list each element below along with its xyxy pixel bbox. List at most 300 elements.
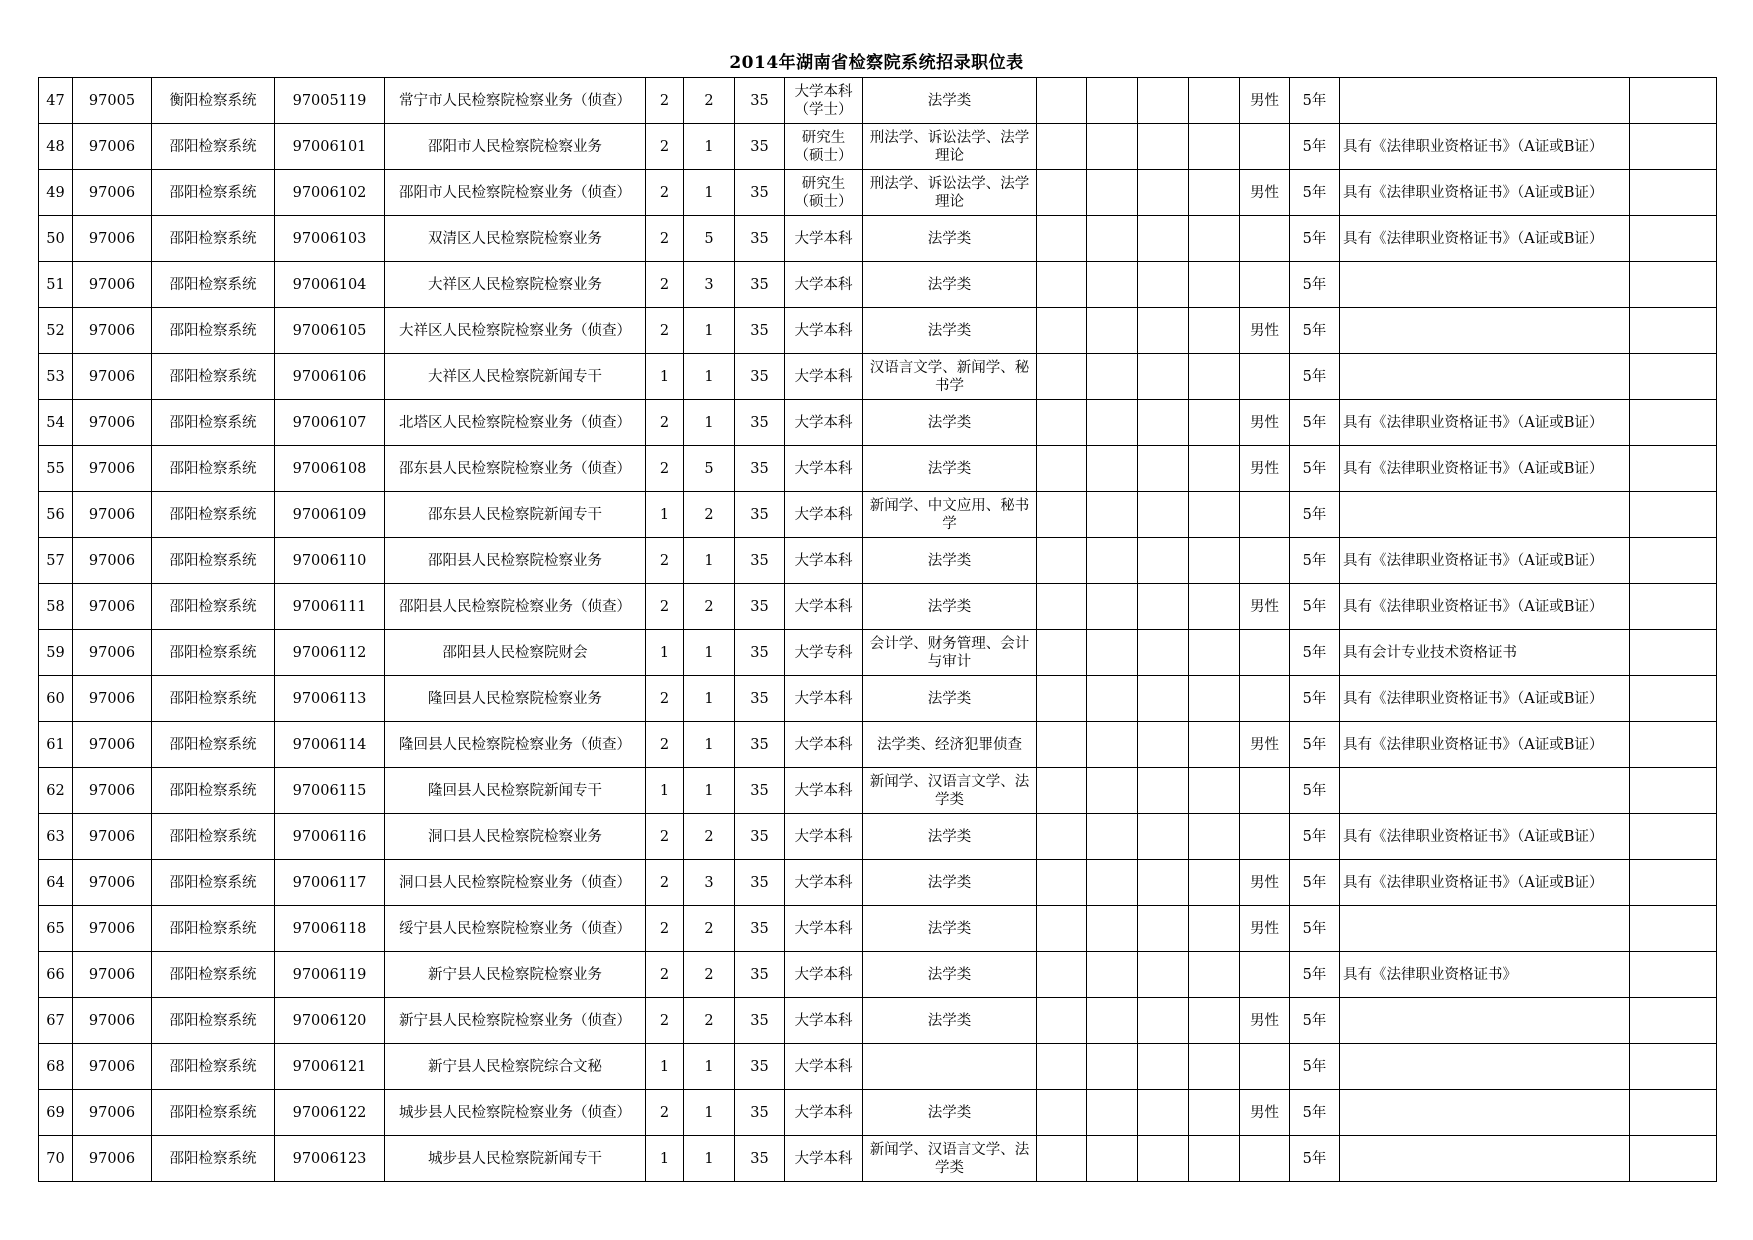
education-cell: 大学本科: [785, 354, 863, 400]
other-requirements-cell: [1340, 262, 1630, 308]
major-cell: 法学类: [863, 400, 1037, 446]
service-years-cell: 5年: [1290, 538, 1340, 584]
unit-code-cell: 97006: [73, 906, 152, 952]
position-code-cell: 97006107: [275, 400, 385, 446]
blank-cell: [1087, 538, 1138, 584]
unit-code-cell: 97006: [73, 216, 152, 262]
blank-cell: [1138, 1136, 1189, 1182]
gender-cell: [1240, 1044, 1290, 1090]
table-row: [39, 308, 1717, 354]
gender-cell: 男性: [1240, 446, 1290, 492]
blank-cell: [1138, 78, 1189, 124]
table-row: [39, 998, 1717, 1044]
blank-cell: [1037, 1136, 1087, 1182]
other-requirements-cell: 具有《法律职业资格证书》（A证或B证）: [1340, 400, 1630, 446]
major-cell: 新闻学、汉语言文学、法学类: [863, 768, 1037, 814]
ratio-cell: 5: [684, 446, 735, 492]
service-years-cell: 5年: [1290, 446, 1340, 492]
position-name-cell: 邵阳市人民检察院检察业务（侦查）: [385, 170, 646, 216]
blank-cell: [1037, 400, 1087, 446]
position-name-cell: 城步县人民检察院检察业务（侦查）: [385, 1090, 646, 1136]
row-number: 52: [39, 308, 73, 354]
remarks-cell: [1630, 124, 1717, 170]
service-years-cell: 5年: [1290, 492, 1340, 538]
major-cell: 法学类: [863, 952, 1037, 998]
other-requirements-cell: 具有《法律职业资格证书》（A证或B证）: [1340, 124, 1630, 170]
education-cell: 大学本科: [785, 998, 863, 1044]
major-cell: 法学类: [863, 814, 1037, 860]
position-code-cell: 97006115: [275, 768, 385, 814]
position-code-cell: 97005119: [275, 78, 385, 124]
quota-cell: 2: [646, 814, 684, 860]
education-cell: 大学本科: [785, 676, 863, 722]
table-row: [39, 216, 1717, 262]
quota-cell: 2: [646, 676, 684, 722]
gender-cell: 男性: [1240, 78, 1290, 124]
age-cell: 35: [735, 492, 785, 538]
system-cell: 邵阳检察系统: [152, 216, 275, 262]
remarks-cell: [1630, 446, 1717, 492]
position-code-cell: 97006106: [275, 354, 385, 400]
blank-cell: [1087, 584, 1138, 630]
gender-cell: [1240, 768, 1290, 814]
major-cell: 法学类: [863, 262, 1037, 308]
gender-cell: [1240, 354, 1290, 400]
blank-cell: [1189, 952, 1240, 998]
gender-cell: 男性: [1240, 860, 1290, 906]
blank-cell: [1138, 768, 1189, 814]
blank-cell: [1037, 676, 1087, 722]
other-requirements-cell: 具有《法律职业资格证书》（A证或B证）: [1340, 722, 1630, 768]
blank-cell: [1037, 1090, 1087, 1136]
education-cell: 大学本科: [785, 814, 863, 860]
service-years-cell: 5年: [1290, 1044, 1340, 1090]
table-row: [39, 1044, 1717, 1090]
position-code-cell: 97006103: [275, 216, 385, 262]
ratio-cell: 2: [684, 906, 735, 952]
unit-code-cell: 97006: [73, 722, 152, 768]
quota-cell: 2: [646, 446, 684, 492]
position-name-cell: 洞口县人民检察院检察业务: [385, 814, 646, 860]
service-years-cell: 5年: [1290, 860, 1340, 906]
other-requirements-cell: 具有《法律职业资格证书》（A证或B证）: [1340, 216, 1630, 262]
position-code-cell: 97006121: [275, 1044, 385, 1090]
age-cell: 35: [735, 170, 785, 216]
blank-cell: [1087, 170, 1138, 216]
age-cell: 35: [735, 124, 785, 170]
major-cell: 法学类: [863, 906, 1037, 952]
gender-cell: [1240, 124, 1290, 170]
other-requirements-cell: 具有《法律职业资格证书》（A证或B证）: [1340, 814, 1630, 860]
age-cell: 35: [735, 1090, 785, 1136]
other-requirements-cell: [1340, 1090, 1630, 1136]
ratio-cell: 2: [684, 814, 735, 860]
table-row: [39, 262, 1717, 308]
blank-cell: [1037, 308, 1087, 354]
blank-cell: [1189, 262, 1240, 308]
unit-code-cell: 97006: [73, 768, 152, 814]
blank-cell: [1138, 216, 1189, 262]
blank-cell: [1087, 492, 1138, 538]
service-years-cell: 5年: [1290, 354, 1340, 400]
unit-code-cell: 97006: [73, 998, 152, 1044]
education-cell: 大学本科: [785, 952, 863, 998]
blank-cell: [1087, 124, 1138, 170]
age-cell: 35: [735, 952, 785, 998]
ratio-cell: 1: [684, 768, 735, 814]
gender-cell: [1240, 492, 1290, 538]
blank-cell: [1037, 492, 1087, 538]
blank-cell: [1087, 1044, 1138, 1090]
blank-cell: [1037, 630, 1087, 676]
age-cell: 35: [735, 78, 785, 124]
other-requirements-cell: [1340, 998, 1630, 1044]
service-years-cell: 5年: [1290, 124, 1340, 170]
row-number: 69: [39, 1090, 73, 1136]
position-name-cell: 邵阳县人民检察院财会: [385, 630, 646, 676]
major-cell: 法学类: [863, 676, 1037, 722]
major-cell: 会计学、财务管理、会计与审计: [863, 630, 1037, 676]
service-years-cell: 5年: [1290, 400, 1340, 446]
position-name-cell: 常宁市人民检察院检察业务（侦查）: [385, 78, 646, 124]
quota-cell: 2: [646, 1090, 684, 1136]
blank-cell: [1087, 78, 1138, 124]
education-cell: 大学本科: [785, 538, 863, 584]
age-cell: 35: [735, 1136, 785, 1182]
blank-cell: [1138, 722, 1189, 768]
unit-code-cell: 97006: [73, 170, 152, 216]
quota-cell: 2: [646, 952, 684, 998]
unit-code-cell: 97006: [73, 400, 152, 446]
table-row: [39, 446, 1717, 492]
education-cell: 研究生（硕士）: [785, 124, 863, 170]
blank-cell: [1189, 630, 1240, 676]
quota-cell: 2: [646, 998, 684, 1044]
row-number: 64: [39, 860, 73, 906]
blank-cell: [1138, 860, 1189, 906]
position-code-cell: 97006102: [275, 170, 385, 216]
blank-cell: [1138, 308, 1189, 354]
blank-cell: [1189, 1090, 1240, 1136]
blank-cell: [1189, 400, 1240, 446]
system-cell: 邵阳检察系统: [152, 446, 275, 492]
major-cell: 法学类: [863, 308, 1037, 354]
service-years-cell: 5年: [1290, 584, 1340, 630]
gender-cell: [1240, 952, 1290, 998]
age-cell: 35: [735, 538, 785, 584]
table-row: [39, 1090, 1717, 1136]
blank-cell: [1138, 492, 1189, 538]
education-cell: 大学本科: [785, 860, 863, 906]
blank-cell: [1037, 170, 1087, 216]
quota-cell: 2: [646, 906, 684, 952]
remarks-cell: [1630, 814, 1717, 860]
row-number: 63: [39, 814, 73, 860]
ratio-cell: 1: [684, 630, 735, 676]
other-requirements-cell: 具有《法律职业资格证书》（A证或B证）: [1340, 860, 1630, 906]
row-number: 51: [39, 262, 73, 308]
blank-cell: [1037, 952, 1087, 998]
major-cell: 法学类: [863, 860, 1037, 906]
other-requirements-cell: [1340, 906, 1630, 952]
age-cell: 35: [735, 906, 785, 952]
position-code-cell: 97006110: [275, 538, 385, 584]
education-cell: 研究生（硕士）: [785, 170, 863, 216]
remarks-cell: [1630, 676, 1717, 722]
other-requirements-cell: 具有《法律职业资格证书》（A证或B证）: [1340, 446, 1630, 492]
system-cell: 邵阳检察系统: [152, 722, 275, 768]
system-cell: 邵阳检察系统: [152, 860, 275, 906]
gender-cell: 男性: [1240, 170, 1290, 216]
system-cell: 邵阳检察系统: [152, 1136, 275, 1182]
system-cell: 邵阳检察系统: [152, 906, 275, 952]
system-cell: 邵阳检察系统: [152, 308, 275, 354]
gender-cell: 男性: [1240, 1090, 1290, 1136]
position-name-cell: 大祥区人民检察院检察业务（侦查）: [385, 308, 646, 354]
ratio-cell: 1: [684, 400, 735, 446]
other-requirements-cell: [1340, 308, 1630, 354]
blank-cell: [1138, 906, 1189, 952]
blank-cell: [1138, 170, 1189, 216]
blank-cell: [1087, 216, 1138, 262]
unit-code-cell: 97006: [73, 262, 152, 308]
table-body: [39, 78, 1717, 1182]
system-cell: 邵阳检察系统: [152, 1090, 275, 1136]
remarks-cell: [1630, 1090, 1717, 1136]
quota-cell: 1: [646, 630, 684, 676]
service-years-cell: 5年: [1290, 1090, 1340, 1136]
age-cell: 35: [735, 768, 785, 814]
row-number: 54: [39, 400, 73, 446]
major-cell: 法学类: [863, 1090, 1037, 1136]
unit-code-cell: 97005: [73, 78, 152, 124]
system-cell: 邵阳检察系统: [152, 492, 275, 538]
service-years-cell: 5年: [1290, 78, 1340, 124]
quota-cell: 1: [646, 492, 684, 538]
service-years-cell: 5年: [1290, 262, 1340, 308]
system-cell: 邵阳检察系统: [152, 354, 275, 400]
major-cell: 法学类: [863, 538, 1037, 584]
major-cell: 新闻学、中文应用、秘书学: [863, 492, 1037, 538]
education-cell: 大学本科: [785, 1090, 863, 1136]
major-cell: 法学类: [863, 78, 1037, 124]
service-years-cell: 5年: [1290, 998, 1340, 1044]
table-row: [39, 170, 1717, 216]
position-name-cell: 新宁县人民检察院检察业务（侦查）: [385, 998, 646, 1044]
blank-cell: [1087, 860, 1138, 906]
blank-cell: [1138, 124, 1189, 170]
page-title: 2014年湖南省检察院系统招录职位表: [729, 53, 1024, 73]
ratio-cell: 2: [684, 492, 735, 538]
row-number: 66: [39, 952, 73, 998]
blank-cell: [1037, 906, 1087, 952]
system-cell: 邵阳检察系统: [152, 170, 275, 216]
row-number: 58: [39, 584, 73, 630]
position-code-cell: 97006113: [275, 676, 385, 722]
quota-cell: 2: [646, 216, 684, 262]
age-cell: 35: [735, 722, 785, 768]
position-code-cell: 97006109: [275, 492, 385, 538]
remarks-cell: [1630, 952, 1717, 998]
row-number: 56: [39, 492, 73, 538]
table-row: [39, 676, 1717, 722]
row-number: 57: [39, 538, 73, 584]
blank-cell: [1087, 1090, 1138, 1136]
quota-cell: 2: [646, 400, 684, 446]
unit-code-cell: 97006: [73, 952, 152, 998]
row-number: 55: [39, 446, 73, 492]
unit-code-cell: 97006: [73, 1090, 152, 1136]
blank-cell: [1037, 1044, 1087, 1090]
service-years-cell: 5年: [1290, 216, 1340, 262]
blank-cell: [1189, 538, 1240, 584]
gender-cell: [1240, 1136, 1290, 1182]
remarks-cell: [1630, 584, 1717, 630]
major-cell: 刑法学、诉讼法学、法学理论: [863, 124, 1037, 170]
table-row: [39, 78, 1717, 124]
position-name-cell: 邵东县人民检察院新闻专干: [385, 492, 646, 538]
gender-cell: 男性: [1240, 308, 1290, 354]
age-cell: 35: [735, 262, 785, 308]
education-cell: 大学本科: [785, 400, 863, 446]
position-code-cell: 97006104: [275, 262, 385, 308]
blank-cell: [1037, 722, 1087, 768]
age-cell: 35: [735, 860, 785, 906]
system-cell: 邵阳检察系统: [152, 676, 275, 722]
remarks-cell: [1630, 906, 1717, 952]
row-number: 68: [39, 1044, 73, 1090]
quota-cell: 2: [646, 124, 684, 170]
position-name-cell: 新宁县人民检察院综合文秘: [385, 1044, 646, 1090]
blank-cell: [1138, 584, 1189, 630]
blank-cell: [1138, 354, 1189, 400]
gender-cell: 男性: [1240, 998, 1290, 1044]
row-number: 47: [39, 78, 73, 124]
education-cell: 大学本科: [785, 906, 863, 952]
blank-cell: [1189, 860, 1240, 906]
service-years-cell: 5年: [1290, 630, 1340, 676]
blank-cell: [1189, 722, 1240, 768]
other-requirements-cell: 具有《法律职业资格证书》（A证或B证）: [1340, 584, 1630, 630]
ratio-cell: 1: [684, 1136, 735, 1182]
table-row: [39, 768, 1717, 814]
quota-cell: 2: [646, 722, 684, 768]
service-years-cell: 5年: [1290, 308, 1340, 354]
ratio-cell: 3: [684, 262, 735, 308]
position-code-cell: 97006114: [275, 722, 385, 768]
blank-cell: [1087, 998, 1138, 1044]
unit-code-cell: 97006: [73, 354, 152, 400]
position-code-cell: 97006116: [275, 814, 385, 860]
blank-cell: [1087, 400, 1138, 446]
quota-cell: 2: [646, 538, 684, 584]
major-cell: 法学类: [863, 446, 1037, 492]
quota-cell: 2: [646, 170, 684, 216]
gender-cell: [1240, 676, 1290, 722]
position-name-cell: 双清区人民检察院检察业务: [385, 216, 646, 262]
age-cell: 35: [735, 354, 785, 400]
table-row: [39, 814, 1717, 860]
system-cell: 邵阳检察系统: [152, 952, 275, 998]
blank-cell: [1189, 124, 1240, 170]
position-name-cell: 邵东县人民检察院检察业务（侦查）: [385, 446, 646, 492]
system-cell: 邵阳检察系统: [152, 400, 275, 446]
unit-code-cell: 97006: [73, 1044, 152, 1090]
blank-cell: [1138, 676, 1189, 722]
position-name-cell: 大祥区人民检察院新闻专干: [385, 354, 646, 400]
age-cell: 35: [735, 584, 785, 630]
service-years-cell: 5年: [1290, 768, 1340, 814]
system-cell: 邵阳检察系统: [152, 1044, 275, 1090]
blank-cell: [1087, 952, 1138, 998]
position-name-cell: 北塔区人民检察院检察业务（侦查）: [385, 400, 646, 446]
blank-cell: [1037, 78, 1087, 124]
blank-cell: [1037, 262, 1087, 308]
blank-cell: [1037, 860, 1087, 906]
blank-cell: [1189, 998, 1240, 1044]
ratio-cell: 1: [684, 124, 735, 170]
age-cell: 35: [735, 814, 785, 860]
blank-cell: [1138, 1090, 1189, 1136]
service-years-cell: 5年: [1290, 676, 1340, 722]
row-number: 60: [39, 676, 73, 722]
position-name-cell: 大祥区人民检察院检察业务: [385, 262, 646, 308]
position-code-cell: 97006112: [275, 630, 385, 676]
blank-cell: [1037, 538, 1087, 584]
blank-cell: [1037, 446, 1087, 492]
blank-cell: [1087, 308, 1138, 354]
major-cell: 刑法学、诉讼法学、法学理论: [863, 170, 1037, 216]
position-code-cell: 97006119: [275, 952, 385, 998]
blank-cell: [1138, 538, 1189, 584]
row-number: 49: [39, 170, 73, 216]
blank-cell: [1037, 814, 1087, 860]
ratio-cell: 3: [684, 860, 735, 906]
age-cell: 35: [735, 1044, 785, 1090]
blank-cell: [1037, 354, 1087, 400]
remarks-cell: [1630, 768, 1717, 814]
ratio-cell: 2: [684, 78, 735, 124]
table-row: [39, 584, 1717, 630]
service-years-cell: 5年: [1290, 814, 1340, 860]
gender-cell: [1240, 814, 1290, 860]
quota-cell: 2: [646, 78, 684, 124]
blank-cell: [1189, 814, 1240, 860]
table-row: [39, 400, 1717, 446]
education-cell: 大学本科: [785, 1136, 863, 1182]
age-cell: 35: [735, 446, 785, 492]
other-requirements-cell: [1340, 1136, 1630, 1182]
table-row: [39, 354, 1717, 400]
unit-code-cell: 97006: [73, 1136, 152, 1182]
blank-cell: [1087, 676, 1138, 722]
system-cell: 邵阳检察系统: [152, 814, 275, 860]
major-cell: 法学类: [863, 998, 1037, 1044]
quota-cell: 2: [646, 262, 684, 308]
remarks-cell: [1630, 354, 1717, 400]
age-cell: 35: [735, 308, 785, 354]
gender-cell: [1240, 262, 1290, 308]
row-number: 50: [39, 216, 73, 262]
position-name-cell: 邵阳县人民检察院检察业务: [385, 538, 646, 584]
remarks-cell: [1630, 722, 1717, 768]
unit-code-cell: 97006: [73, 814, 152, 860]
blank-cell: [1189, 1136, 1240, 1182]
gender-cell: 男性: [1240, 584, 1290, 630]
blank-cell: [1189, 308, 1240, 354]
remarks-cell: [1630, 630, 1717, 676]
blank-cell: [1087, 814, 1138, 860]
